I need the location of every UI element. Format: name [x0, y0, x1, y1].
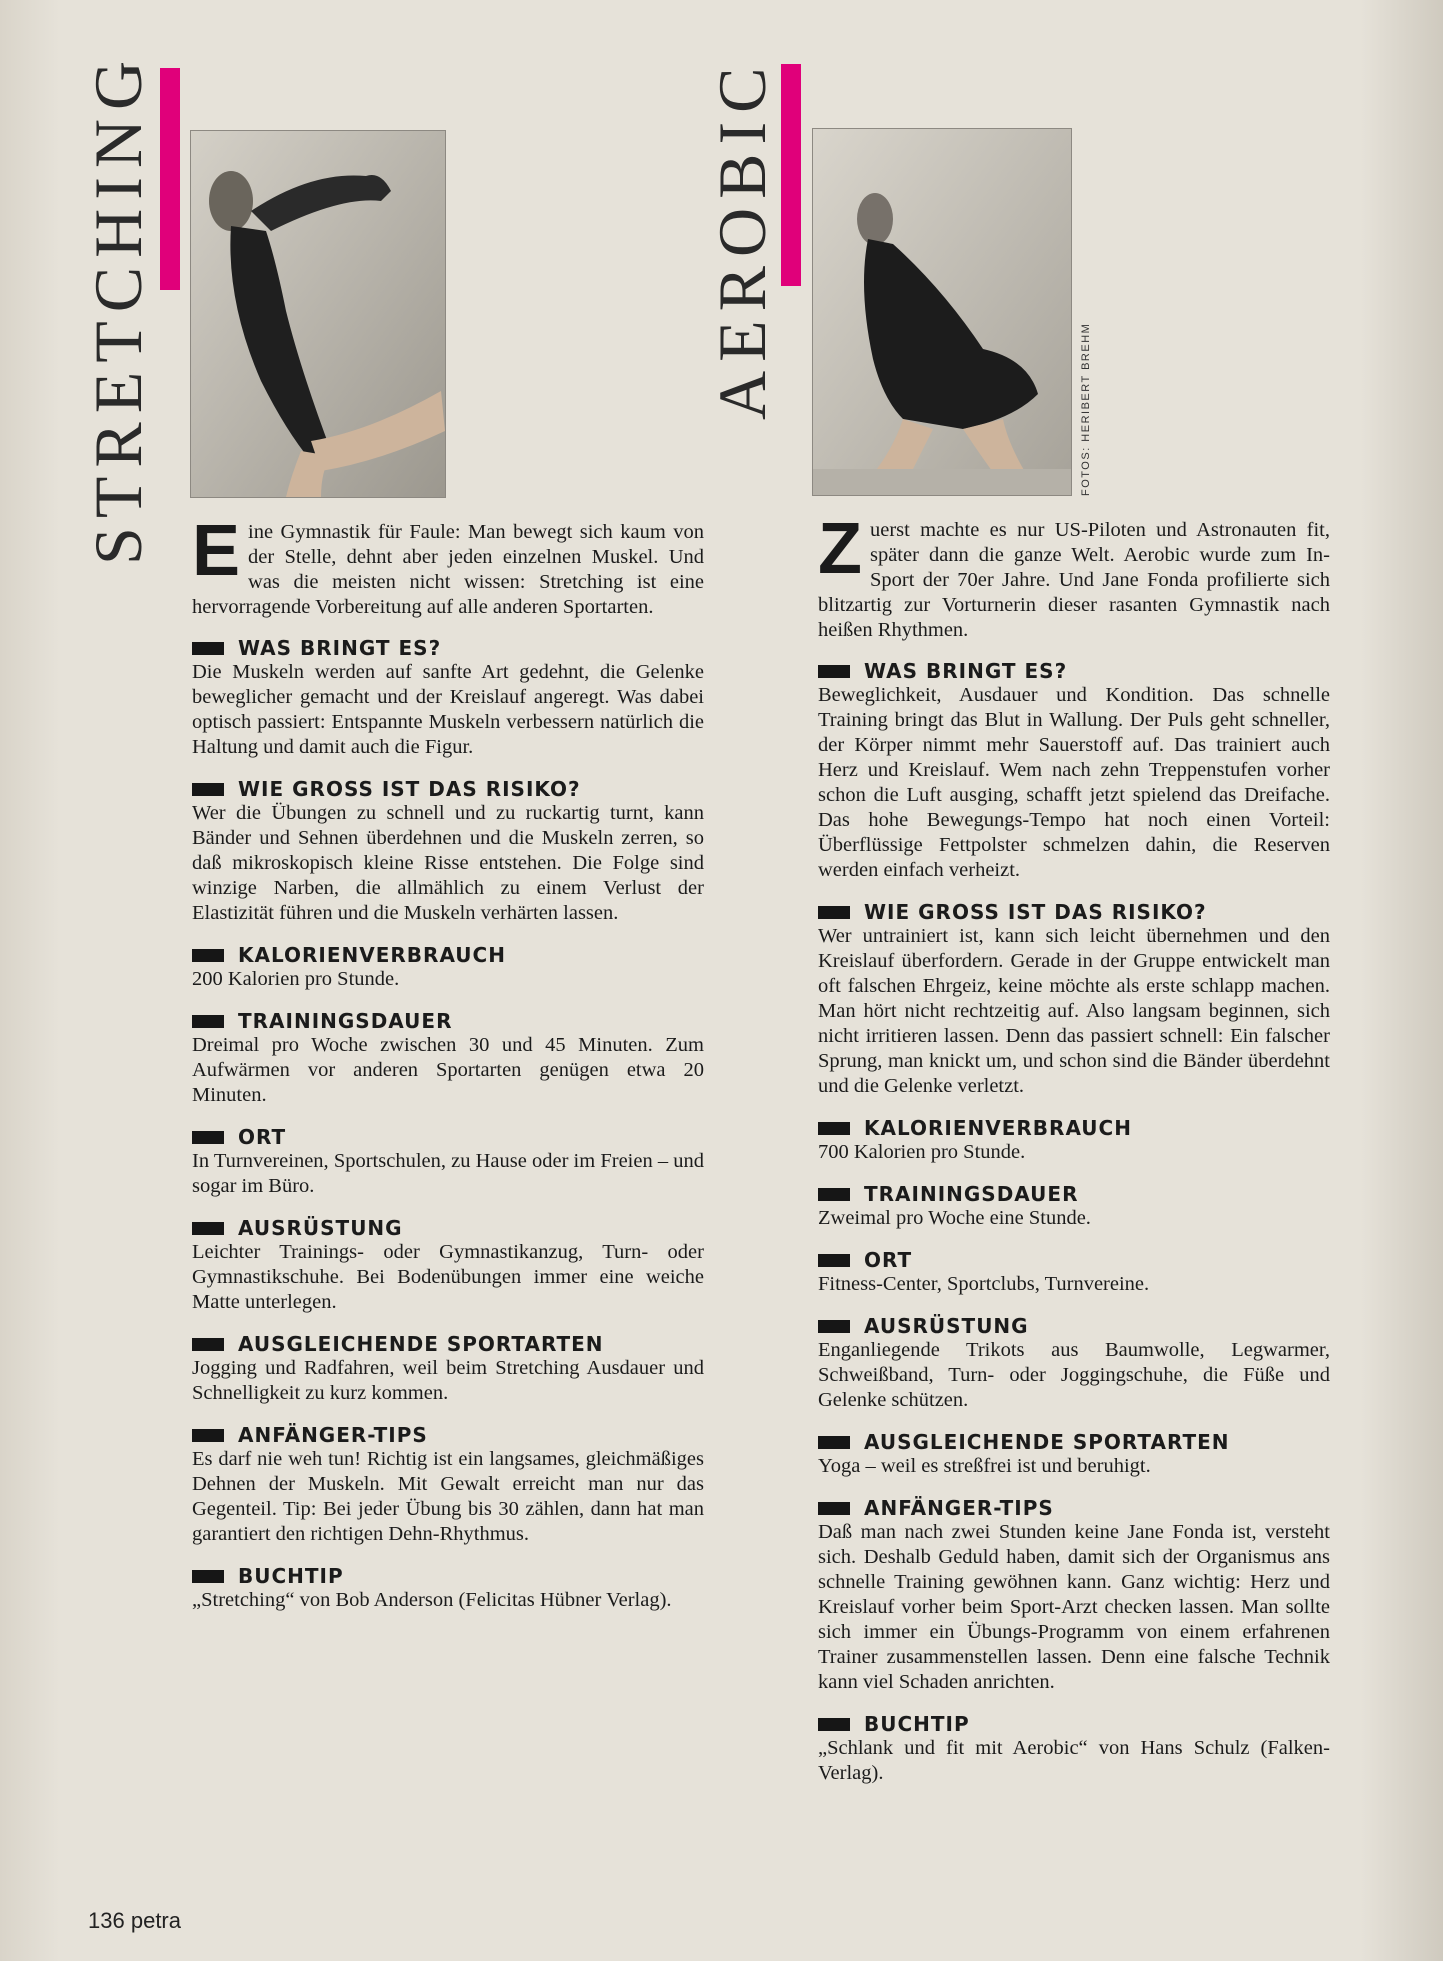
heading-bar	[818, 1718, 850, 1731]
aerobic-section-equipment	[818, 1314, 1330, 1413]
stretching-dropcap: E	[192, 511, 241, 591]
stretching-section-complementary	[192, 1332, 704, 1406]
stretching-intro	[192, 511, 704, 620]
stretching-column	[192, 511, 704, 1630]
aerobic-section-book	[818, 1712, 1330, 1786]
heading-bar	[192, 1570, 224, 1583]
heading-bar	[192, 1338, 224, 1351]
section-heading: WIE GROSS IST DAS RISIKO?	[238, 777, 581, 801]
aerobic-column	[818, 509, 1330, 1803]
section-body: Fitness-Center, Sportclubs, Turnvereine.	[818, 1273, 1150, 1295]
section-heading: WIE GROSS IST DAS RISIKO?	[864, 900, 1207, 924]
section-heading: TRAININGSDAUER	[864, 1182, 1079, 1206]
aerobic-photo	[812, 128, 1072, 496]
section-heading: WAS BRINGT ES?	[864, 659, 1068, 683]
section-heading: TRAININGSDAUER	[238, 1009, 453, 1033]
section-body: Zweimal pro Woche eine Stunde.	[818, 1207, 1091, 1229]
aerobic-intro-text: uerst machte es nur US-Piloten und Astronauten fit, später dann die ganze Welt. Aerobic wurde zum In-Sport der 70er Jahre. Und Jane Fonda profilierte sich blitzartig zur Vorturnerin dieser rasanten Gymnastik nach heißen Rhythmen.	[818, 519, 1330, 641]
aerobic-dropcap: Z	[818, 509, 862, 589]
heading-bar	[818, 906, 850, 919]
heading-bar	[818, 1502, 850, 1515]
aerobic-section-location	[818, 1248, 1330, 1297]
heading-bar	[192, 1429, 224, 1442]
stretching-photo	[190, 130, 446, 498]
photo-credit: FOTOS: HERIBERT BREHM	[1080, 322, 1092, 496]
section-body: Es darf nie weh tun! Richtig ist ein langsames, gleichmäßiges Dehnen der Muskeln. Mit Gewalt erreicht man nur das Gegenteil. Tip: Bei jeder Übung bis 30 zählen, dann hat man garantiert den richtigen Dehn-Rhythmus.	[192, 1448, 704, 1545]
stretching-section-calories	[192, 943, 704, 992]
heading-bar	[192, 1131, 224, 1144]
section-heading: ORT	[238, 1125, 287, 1149]
section-body: 200 Kalorien pro Stunde.	[192, 968, 400, 990]
stretching-section-book	[192, 1564, 704, 1613]
heading-bar	[818, 1436, 850, 1449]
section-heading: AUSRÜSTUNG	[864, 1314, 1029, 1338]
section-heading: AUSRÜSTUNG	[238, 1216, 403, 1240]
stretching-photo-graphic	[191, 131, 445, 497]
stretching-intro-text: ine Gymnastik für Faule: Man bewegt sich kaum von der Stelle, dehnt aber jeden einzelnen Muskel. Und was die meisten nicht wissen: Stretching ist eine hervorragende Vorbereitung auf alle anderen Sportarten.	[192, 521, 704, 618]
stretching-section-risk	[192, 777, 704, 926]
aerobic-title: AEROBIC	[704, 58, 780, 420]
aerobic-section-duration	[818, 1182, 1330, 1231]
section-heading: BUCHTIP	[238, 1564, 344, 1588]
section-heading: ANFÄNGER-TIPS	[864, 1496, 1054, 1520]
stretching-section-location	[192, 1125, 704, 1199]
section-body: Leichter Trainings- oder Gymnastikanzug, Turn- oder Gymnastikschuhe. Bei Bodenübungen immer eine weiche Matte unterlegen.	[192, 1241, 704, 1313]
aerobic-section-risk	[818, 900, 1330, 1099]
section-body: Wer untrainiert ist, kann sich leicht übernehmen und den Kreislauf überfordern. Gerade in der Gruppe entwickelt man oft falschen Ehrgeiz, keine möchte als erste schlapp machen. Man hört nicht rechtzeitig auf. Also langsam beginnen, sich nicht irritieren lassen. Denn das passiert schnell: Ein falscher Sprung, man knickt um, und schon sind die Bänder überdehnt und die Gelenke verletzt.	[818, 925, 1330, 1097]
section-body: „Stretching“ von Bob Anderson (Felicitas Hübner Verlag).	[192, 1589, 672, 1611]
aerobic-section-benefits	[818, 659, 1330, 883]
aerobic-intro	[818, 509, 1330, 643]
section-body: „Schlank und fit mit Aerobic“ von Hans Schulz (Falken-Verlag).	[818, 1737, 1330, 1784]
heading-bar	[818, 1320, 850, 1333]
section-body: Jogging und Radfahren, weil beim Stretching Ausdauer und Schnelligkeit zu kurz kommen.	[192, 1357, 704, 1404]
heading-bar	[192, 783, 224, 796]
page-footer	[88, 1908, 181, 1934]
aerobic-photo-graphic	[813, 129, 1071, 495]
section-heading: ORT	[864, 1248, 913, 1272]
section-heading: ANFÄNGER-TIPS	[238, 1423, 428, 1447]
heading-bar	[192, 1015, 224, 1028]
stretching-accent-bar	[160, 68, 180, 290]
section-heading: WAS BRINGT ES?	[238, 636, 442, 660]
aerobic-section-tips	[818, 1496, 1330, 1695]
stretching-section-tips	[192, 1423, 704, 1547]
section-body: Beweglichkeit, Ausdauer und Kondition. Das schnelle Training bringt das Blut in Wallung. Der Puls geht schneller, der Körper nimmt mehr Sauerstoff auf. Das trainiert auch Herz und Kreislauf. Wem nach zehn Treppenstufen vorher schon die Luft ausging, schafft jetzt spielend das Dreifache. Das hohe Bewegungs-Tempo hat noch einen Vorteil: Überflüssige Fettpolster schmelzen dahin, die Reserven werden einfach verheizt.	[818, 684, 1330, 881]
section-body: In Turnvereinen, Sportschulen, zu Hause oder im Freien – und sogar im Büro.	[192, 1150, 704, 1197]
section-body: Daß man nach zwei Stunden keine Jane Fonda ist, versteht sich. Deshalb Geduld haben, damit sich der Organismus ans schnelle Training gewöhnen kann. Ganz wichtig: Herz und Kreislauf vorher beim Sport-Arzt checken lassen. Man sollte sich immer ein Übungs-Programm von einem erfahrenen Trainer zusammenstellen lassen. Denn eine falsche Technik kann viel Schaden anrichten.	[818, 1521, 1330, 1693]
section-heading: AUSGLEICHENDE SPORTARTEN	[238, 1332, 604, 1356]
magazine-name: petra	[130, 1908, 181, 1933]
section-body: Yoga – weil es streßfrei ist und beruhigt.	[818, 1455, 1151, 1477]
stretching-section-equipment	[192, 1216, 704, 1315]
stretching-title: STRETCHING	[80, 51, 156, 565]
page-number: 136	[88, 1908, 125, 1933]
aerobic-section-calories	[818, 1116, 1330, 1165]
section-heading: KALORIENVERBRAUCH	[864, 1116, 1132, 1140]
section-body: 700 Kalorien pro Stunde.	[818, 1141, 1026, 1163]
section-body: Wer die Übungen zu schnell und zu ruckartig turnt, kann Bänder und Sehnen überdehnen und die Muskeln zerren, so daß mikroskopisch kleine Risse entstehen. Die Folge sind winzige Narben, die allmählich zu einem Verlust der Elastizität führen und die Muskeln verhärten lassen.	[192, 802, 704, 924]
stretching-section-duration	[192, 1009, 704, 1108]
section-heading: KALORIENVERBRAUCH	[238, 943, 506, 967]
stretching-section-benefits	[192, 636, 704, 760]
heading-bar	[818, 665, 850, 678]
heading-bar	[192, 1222, 224, 1235]
heading-bar	[818, 1188, 850, 1201]
heading-bar	[192, 642, 224, 655]
section-heading: AUSGLEICHENDE SPORTARTEN	[864, 1430, 1230, 1454]
heading-bar	[818, 1122, 850, 1135]
section-body: Die Muskeln werden auf sanfte Art gedehnt, die Gelenke beweglicher gemacht und der Kreislauf angeregt. Was dabei optisch passiert: Entspannte Muskeln verbessern natürlich die Haltung und damit auch die Figur.	[192, 661, 704, 758]
heading-bar	[818, 1254, 850, 1267]
aerobic-section-complementary	[818, 1430, 1330, 1479]
section-heading: BUCHTIP	[864, 1712, 970, 1736]
heading-bar	[192, 949, 224, 962]
section-body: Dreimal pro Woche zwischen 30 und 45 Minuten. Zum Aufwärmen vor anderen Sportarten genügen etwa 20 Minuten.	[192, 1034, 704, 1106]
section-body: Enganliegende Trikots aus Baumwolle, Legwarmer, Schweißband, Turn- oder Joggingschuhe, die Füße und Gelenke schützen.	[818, 1339, 1330, 1411]
aerobic-accent-bar	[781, 64, 801, 286]
